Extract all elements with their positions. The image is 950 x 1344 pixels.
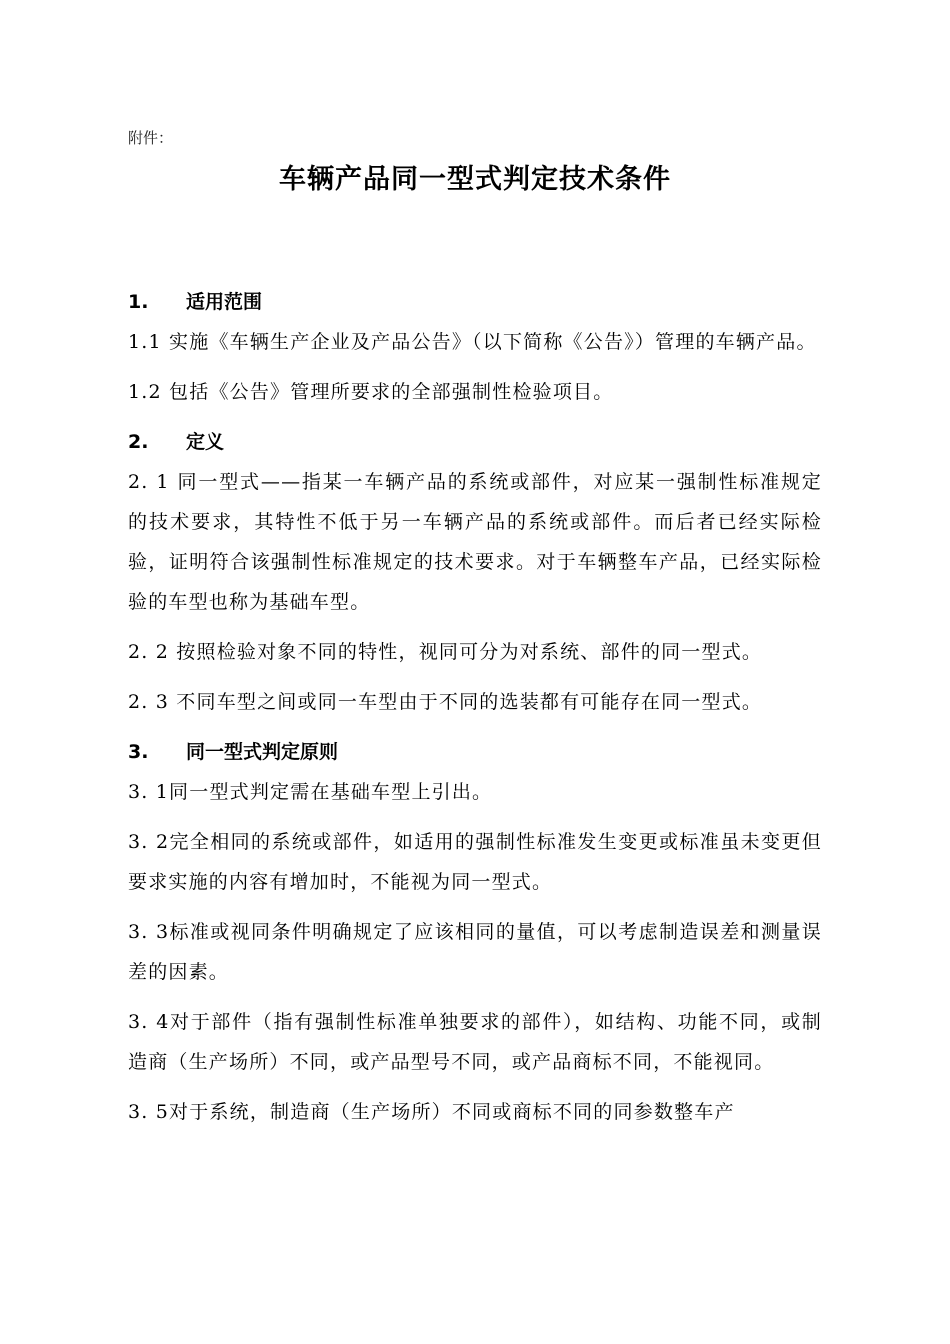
paragraph-3-4: 3. 4对于部件（指有强制性标准单独要求的部件），如结构、功能不同，或制造商（生产场所）不同，或产品型号不同，或产品商标不同，不能视同。	[128, 1011, 822, 1073]
section-title: 适用范围	[186, 291, 263, 313]
paragraph-1-2: 1.2 包括《公告》管理所要求的全部强制性检验项目。	[128, 381, 614, 403]
section-number: 2.	[128, 431, 149, 453]
paragraph-2-2: 2. 2 按照检验对象不同的特性，视同可分为对系统、部件的同一型式。	[128, 641, 763, 663]
document-body	[128, 282, 822, 1132]
section-heading-1	[128, 282, 822, 322]
paragraph-2-3: 2. 3 不同车型之间或同一车型由于不同的选装都有可能存在同一型式。	[128, 691, 763, 713]
attachment-label: 附件：	[128, 129, 174, 147]
paragraph-3-3: 3. 3标准或视同条件明确规定了应该相同的量值，可以考虑制造误差和测量误差的因素。	[128, 921, 822, 983]
section-heading-2	[128, 422, 822, 462]
section-title: 定义	[186, 431, 225, 453]
section-number: 1.	[128, 291, 149, 313]
section-number: 3.	[128, 741, 149, 763]
paragraph-3-2: 3. 2完全相同的系统或部件，如适用的强制性标准发生变更或标准虽未变更但要求实施的内容有增加时，不能视为同一型式。	[128, 831, 822, 893]
paragraph-3-1: 3. 1同一型式判定需在基础车型上引出。	[128, 781, 493, 803]
section-heading-3	[128, 732, 822, 772]
document-title: 车辆产品同一型式判定技术条件	[279, 164, 671, 195]
paragraph-3-5: 3. 5对于系统，制造商（生产场所）不同或商标不同的同参数整车产	[128, 1101, 735, 1123]
paragraph-1-1: 1.1 实施《车辆生产企业及产品公告》（以下简称《公告》）管理的车辆产品。	[128, 331, 817, 353]
paragraph-2-1: 2. 1 同一型式——指某一车辆产品的系统或部件，对应某一强制性标准规定的技术要求，其特性不低于另一车辆产品的系统或部件。而后者已经实际检验，证明符合该强制性标准规定的技术要求。对于车辆整车产品，已经实际检验的车型也称为基础车型。	[128, 471, 822, 613]
section-title: 同一型式判定原则	[186, 741, 339, 763]
